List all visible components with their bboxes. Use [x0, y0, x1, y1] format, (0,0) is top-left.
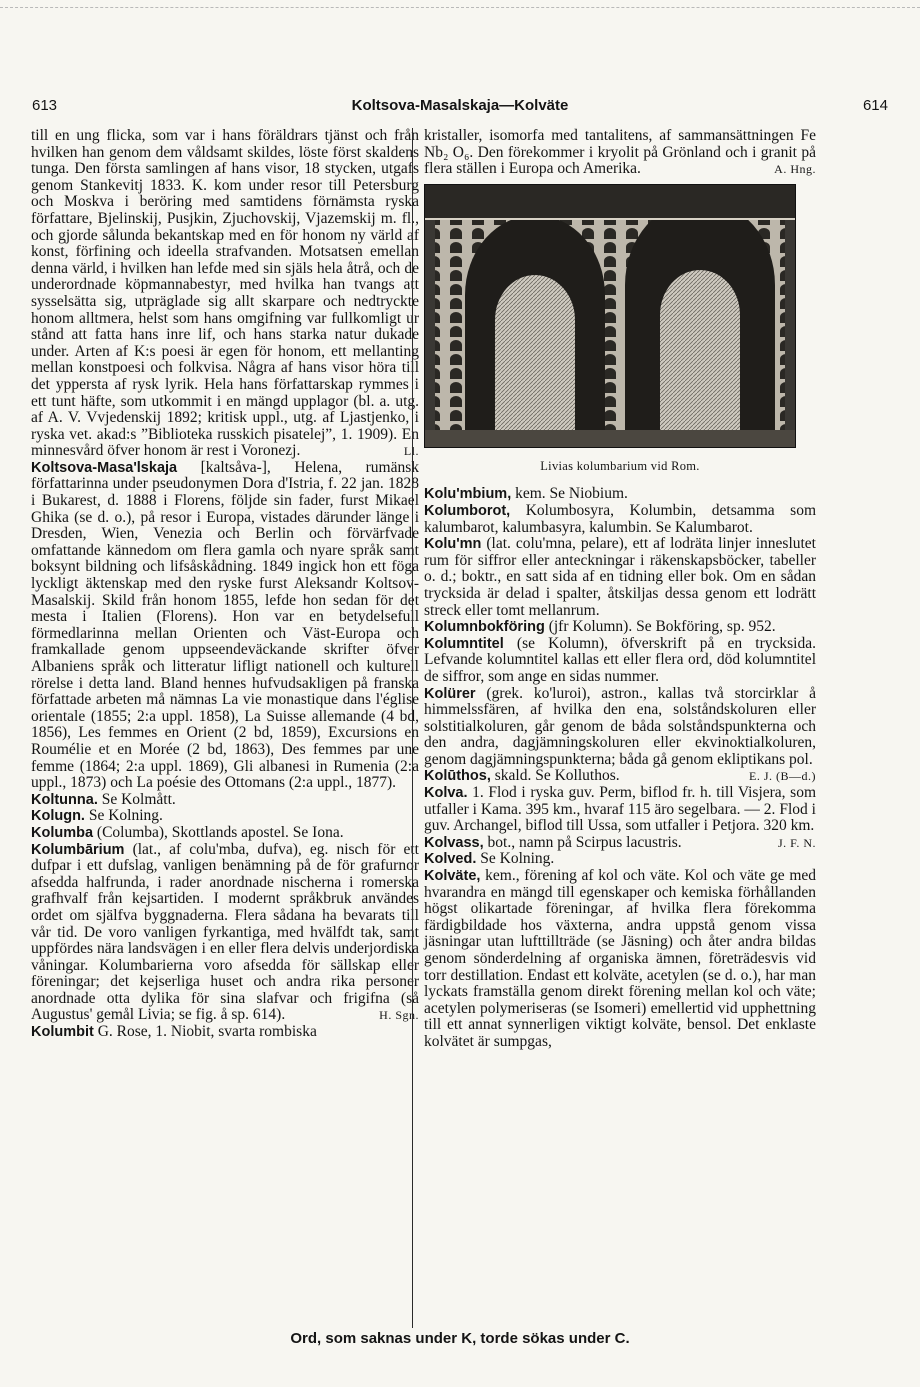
dictionary-entry [424, 503, 816, 536]
dictionary-entry [31, 808, 419, 825]
entry-signature: Ll. [403, 444, 419, 459]
entry-text: 1. Flod i ryska guv. Perm, biflod fr. h. till Visjera, som utfaller i Kama. 395 km., hvaraf 115 äro segelbara. — 2. Flod i guv. Archangel, biflod till Ussa, som utfaller i Petjora. 320 km. [424, 784, 816, 835]
entry-signature: A. Hng. [774, 162, 816, 177]
entry-text: [kaltsåva-], Helena, rumänsk författarinna under pseudonymen Dora d'Istria, f. 22 jan. 1828 i Bukarest, d. 1888 i Florens, följde sin fader, furst Mikael Ghika (se d. o.), på resor i Europa, vistades därunder länge i Dresden, Wien, Venezia och Berlin och förvärfvade omfattande kännedom om flera gamla och nyare språk samt boksynt bildning och lifsåskådning. 1849 ingick hon ett föga lyckligt äktenskap med den ryske furst Aleksandr Koltsov-Masalskij. Skild från honom 1855, lefde hon sedan för det mesta i Italien (Florens). Hon var en betydelsefull förmedlarinna mellan Orienten och Väst-Europa och framkallade genom uppseendeväckande skrifter öfver Albaniens språk och litteratur lifligt nationell och kulturell rörelse i detta land. Bland hennes hufvudsakligen på franska författade arbeten må nämnas La vie monastique dans l'église orientale (1855; 2:a uppl. 1858), La Suisse allemande (4 bd, 1856), Les femmes en Orient (2 bd, 1859), Excursions en Roumélie et en Morée (2 bd, 1863), Des femmes par une femme (1864; 2:a uppl. 1869), Gli albanesi in Rumenia (2:a uppl., 1873) och La poésie des Ottomans (2:a uppl., 1877). [31, 458, 419, 792]
entry-headword: Kolväte, [424, 868, 481, 885]
right-page-number: 614 [862, 97, 888, 114]
columbarium-illustration [424, 184, 796, 448]
dictionary-entry [31, 1024, 419, 1041]
column-divider [412, 128, 413, 1328]
dictionary-entry [424, 536, 816, 619]
dictionary-entry [424, 636, 816, 686]
dictionary-entry [31, 128, 419, 460]
entry-headword: Kolugn. [31, 808, 85, 825]
entry-headword: Kolva. [424, 785, 468, 802]
entry-headword: Kolūthos, [424, 768, 491, 785]
dictionary-entry [424, 486, 816, 503]
right-column [424, 128, 816, 1051]
right-entries [424, 486, 816, 1050]
entry-text: (lat., af colu'mba, dufva), eg. nisch för ett dufpar i ett dufslag, vanligen benämning på de för grafurnor afsedda halfrunda, i rader anordnade nischerna i romerska grafhvalf från kejsartiden. I modernt språkbruk användes ordet om själfva byggnaderna. Flera sådana ha bevarats till vår tid. De voro vanligen fyrkantiga, med hvälfdt tak, samt uppfördes nära landsvägen i en eller flera delvis underjordiska våningar. Kolumbarierna voro afsedda för sällskap eller föreningar; det kejserliga huset och andra rika personer anordnade otta dylika för sina slafvar och frigifna (så Augustus' gemål Livia; se fig. å sp. 614). [31, 840, 419, 1024]
entry-text: (se Kolumn), öfverskrift på en trycksida. Lefvande kolumntitel kallas ett eller flera ord, död kolumntitel de siffror, som ange en sidas nummer. [424, 634, 816, 685]
entry-text: Se Kolmått. [97, 790, 176, 808]
dictionary-entry [424, 851, 816, 868]
dictionary-entry [31, 825, 419, 842]
entry-headword: Kolürer [424, 685, 476, 702]
entry-headword: Kolumnbokföring [424, 619, 545, 636]
dictionary-entry [424, 619, 816, 636]
entry-text: kem. Se Niobium. [511, 485, 628, 503]
entry-text: Se Kolning. [476, 850, 555, 868]
figure-caption: Livias kolumbarium vid Rom. [540, 458, 700, 473]
entry-headword: Kolu'mbium, [424, 486, 512, 503]
entry-text: kristaller, isomorfa med tantalitens, af sammansättningen Fe Nb₂ O₆. Den förekommer i kryolit på Grönland och i granit på flera ställen i Europa och Amerika. [424, 127, 816, 178]
dictionary-entry [424, 835, 816, 852]
dictionary-entry [31, 792, 419, 809]
entry-text: (lat. colu'mna, pelare), ett af lodräta linjer inneslutet rum för siffror eller anteckningar i räkenskapsböcker, tabeller o. d.; boktr., en satt sida af en tidning eller bok. Om en sådan trycksida är delad i spalter, åtskiljas dessa genom ett lodrätt streck eller tomt mellanrum. [424, 535, 816, 619]
left-column [31, 128, 419, 1041]
entry-text: (grek. ko'luroi), astron., kallas två storcirklar å himmelssfären, af hvilka den ena, solståndskoluren eller solstitialkoluren, går genom de båda solståndspunkterna och den andra, dagjämningskoluren eller ekvinoktialkoluren, genom dagjämningspunkterna; båda gå genom ekliptikans pol. [424, 684, 816, 768]
top-rule [0, 7, 920, 8]
entry-headword: Kolumba [31, 824, 94, 841]
entry-headword: Kolumbit [31, 1024, 94, 1041]
entry-text: till en ung flicka, som var i hans föräldrars tjänst och från hvilken han genom dem våldsamt skildes, löste först skaldens tunga. Den första samlingen af hans visor, 18 stycken, utgafs genom Stankevitj 1833. K. kom under resor till Petersburg och Moskva i beröring med samtidens förnämsta ryska författare, Bjelinskij, Pusjkin, Zjuchovskij, Vjazemskij m. fl., och gjorde sålunda bekantskap med en för honom ny värld af konst, förfining och ideella strafvanden. Motsatsen emellan denna värld, i hvilken han lefde med sin själs hela åtrå, och de underordnade köpmannabestyr, med hvilka han tvangs att sysselsätta sig, utpräglade sig allt skarpare och nedtryckte honom alltmera, helst som hans omgifning var fullkomligt ur stånd att fatta hans inre lif, och hans starka natur dukade under. Arten af K:s poesi är egen för honom, ett mellanting mellan konstpoesi och folkvisa. Några af hans visor höra till det yppersta af rysk lyrik. Hela hans författarskap rymmes i ett tunt häfte, som utkommit i en mängd upplagor (bl. a. utg. af A. V. Vvjedenskij 1892; kritisk uppl., utg. af Ljastjenko, i ryska vet. akad:s ”Biblioteka russkich pisatelej”, 1. 1909). En minnesvård öfver honom är rest i Voronezj. [31, 127, 419, 460]
entry-headword: Kolumborot, [424, 502, 511, 519]
entry-text: G. Rose, 1. Niobit, svarta rombiska [93, 1023, 317, 1041]
entry-text: kem., förening af kol och väte. Kol och väte ge med hvarandra en mängd till egenskaper och kemiska förhållanden högst olikartade föreningar, af hvilka flera förekomma färdigbildade hos växterna, andra uppstå genom vissa jäsningar utan lufttillträde (se Jäsning) och åter andra bildas genom sönderdelning af organiska ämnen, företrädesvis vid torr destillation. Endast ett kolväte, acetylen (se d. o.), har man lyckats framställa genom direkt förening mellan kol och väte; acetylen polymeriseras (se Isomeri) emellertid vid upphettning till ett annat synnerligen viktigt kolväte, bensol. Det enklaste kolvätet är sumpgas, [424, 867, 816, 1050]
page-footer-note: Ord, som saknas under K, torde sökas under C. [290, 1330, 630, 1347]
page-header [32, 97, 888, 119]
entry-headword: Kolu'mn [424, 536, 482, 553]
entry-text: (Columba), Skottlands apostel. Se Iona. [93, 823, 344, 841]
entry-headword: Kolumbārium [31, 841, 125, 858]
entry-headword: Kolved. [424, 851, 477, 868]
entry-continuation [424, 128, 816, 178]
entry-text: bot., namn på Scirpus lacustris. [483, 833, 682, 851]
entry-text: Se Kolning. [84, 807, 163, 825]
entry-text: skald. Se Kolluthos. [490, 767, 620, 785]
entry-headword: Kolvass, [424, 834, 484, 851]
entry-headword: Koltsova-Masa'lskaja [31, 459, 178, 476]
entry-signature: E. J. (B—d.) [749, 769, 816, 784]
left-page-number: 613 [32, 97, 58, 114]
entry-headword: Koltunna. [31, 791, 98, 808]
dictionary-entry [31, 842, 419, 1025]
dictionary-entry [31, 460, 419, 792]
running-title: Koltsova-Masalskaja—Kolväte [351, 97, 569, 114]
entry-headword: Kolumntitel [424, 635, 504, 652]
entry-text: Kolumbosyra, Kolumbin, detsamma som kalumbarot, kalumbasyra, kalumbin. Se Kalumbarot. [424, 501, 816, 536]
entry-signature: H. Sgn. [379, 1008, 419, 1023]
entry-text: (jfr Kolumn). Se Bokföring, sp. 952. [544, 618, 776, 636]
dictionary-entry [424, 868, 816, 1051]
entry-signature: J. F. N. [777, 835, 816, 850]
